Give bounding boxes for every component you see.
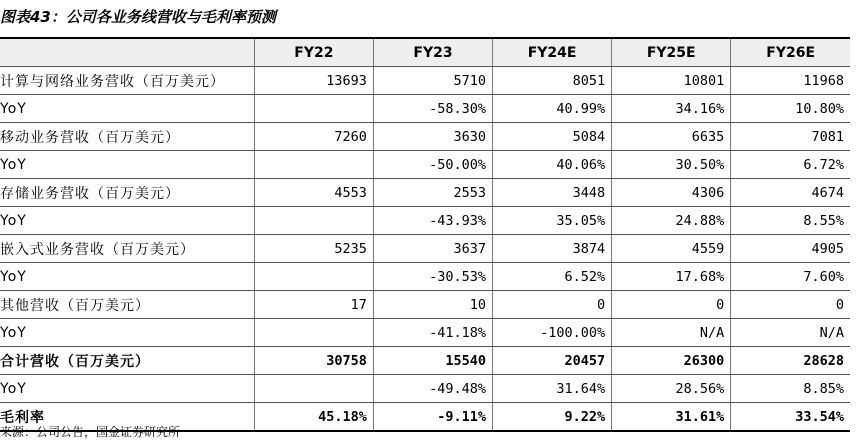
row-label: 其他营收（百万美元） — [0, 291, 254, 319]
table-cell: 6.52% — [493, 263, 612, 291]
table-cell: 10.80% — [731, 95, 850, 123]
table-row — [0, 375, 850, 403]
row-label: 计算与网络业务营收（百万美元） — [0, 67, 254, 95]
table-cell: 6.72% — [731, 151, 850, 179]
table-cell: 9.22% — [493, 403, 612, 432]
table-cell: -9.11% — [373, 403, 492, 432]
table-row — [0, 207, 850, 235]
table-cell: 34.16% — [612, 95, 731, 123]
row-label: YoY — [0, 207, 254, 235]
table-row — [0, 291, 850, 319]
table-cell: 40.06% — [493, 151, 612, 179]
table-cell: 3637 — [373, 235, 492, 263]
table-row — [0, 95, 850, 123]
table-cell: 0 — [493, 291, 612, 319]
table-cell: 4559 — [612, 235, 731, 263]
table-cell: 26300 — [612, 347, 731, 375]
table-row — [0, 235, 850, 263]
table-cell: 4306 — [612, 179, 731, 207]
table-cell: 13693 — [254, 67, 373, 95]
table-cell: 17 — [254, 291, 373, 319]
table-cell: 4674 — [731, 179, 850, 207]
row-label: YoY — [0, 151, 254, 179]
header-cell — [0, 38, 254, 67]
table-cell: 3448 — [493, 179, 612, 207]
table-cell: N/A — [612, 319, 731, 347]
row-label: 移动业务营收（百万美元） — [0, 123, 254, 151]
table-cell: 28628 — [731, 347, 850, 375]
table-cell: -58.30% — [373, 95, 492, 123]
source-note: 来源：公司公告，国金证券研究所 — [0, 425, 181, 439]
table-row — [0, 123, 850, 151]
table-cell: 31.64% — [493, 375, 612, 403]
header-cell: FY24E — [493, 38, 612, 67]
table-cell — [254, 151, 373, 179]
header-row — [0, 38, 850, 67]
row-label: YoY — [0, 319, 254, 347]
table-cell: 7.60% — [731, 263, 850, 291]
table-cell: 4553 — [254, 179, 373, 207]
table-cell: N/A — [731, 319, 850, 347]
table-cell — [254, 319, 373, 347]
table-cell: 15540 — [373, 347, 492, 375]
table-cell: -50.00% — [373, 151, 492, 179]
table-cell: 4905 — [731, 235, 850, 263]
table-cell: 8051 — [493, 67, 612, 95]
table-row — [0, 319, 850, 347]
table-cell: 24.88% — [612, 207, 731, 235]
table-cell: 7260 — [254, 123, 373, 151]
table-cell: -43.93% — [373, 207, 492, 235]
table-row — [0, 347, 850, 375]
table-cell: 10 — [373, 291, 492, 319]
row-label: YoY — [0, 263, 254, 291]
header-cell: FY25E — [612, 38, 731, 67]
table-row — [0, 263, 850, 291]
table-cell: 0 — [612, 291, 731, 319]
forecast-table — [0, 37, 850, 432]
table-cell — [254, 263, 373, 291]
table-cell: 20457 — [493, 347, 612, 375]
table-cell: 2553 — [373, 179, 492, 207]
row-label: YoY — [0, 375, 254, 403]
table-row — [0, 67, 850, 95]
table-cell: 45.18% — [254, 403, 373, 432]
row-label: 存储业务营收（百万美元） — [0, 179, 254, 207]
header-cell: FY22 — [254, 38, 373, 67]
table-cell: -41.18% — [373, 319, 492, 347]
table-cell: 0 — [731, 291, 850, 319]
table-cell: 5084 — [493, 123, 612, 151]
row-label: 毛利率 — [0, 403, 254, 432]
table-cell: 3630 — [373, 123, 492, 151]
table-cell: 8.55% — [731, 207, 850, 235]
table-row — [0, 151, 850, 179]
table-cell: 30.50% — [612, 151, 731, 179]
row-label: YoY — [0, 95, 254, 123]
table-cell — [254, 95, 373, 123]
table-cell: 5235 — [254, 235, 373, 263]
table-cell: 6635 — [612, 123, 731, 151]
table-title: 图表43：公司各业务线营收与毛利率预测 — [0, 8, 276, 26]
table-cell: 28.56% — [612, 375, 731, 403]
table-cell: -49.48% — [373, 375, 492, 403]
table-cell — [254, 207, 373, 235]
table-cell: 30758 — [254, 347, 373, 375]
table-cell: 5710 — [373, 67, 492, 95]
table-cell: 35.05% — [493, 207, 612, 235]
table-cell: -100.00% — [493, 319, 612, 347]
table-cell: 10801 — [612, 67, 731, 95]
table-cell: 11968 — [731, 67, 850, 95]
table-cell: 17.68% — [612, 263, 731, 291]
table-cell: 8.85% — [731, 375, 850, 403]
header-cell: FY26E — [731, 38, 850, 67]
table-cell: 31.61% — [612, 403, 731, 432]
table-cell: 3874 — [493, 235, 612, 263]
table-cell: 40.99% — [493, 95, 612, 123]
row-label: 嵌入式业务营收（百万美元） — [0, 235, 254, 263]
table-cell: 33.54% — [731, 403, 850, 432]
row-label: 合计营收（百万美元） — [0, 347, 254, 375]
table-cell: -30.53% — [373, 263, 492, 291]
header-cell: FY23 — [373, 38, 492, 67]
table-cell: 7081 — [731, 123, 850, 151]
table-cell — [254, 375, 373, 403]
table-row — [0, 179, 850, 207]
